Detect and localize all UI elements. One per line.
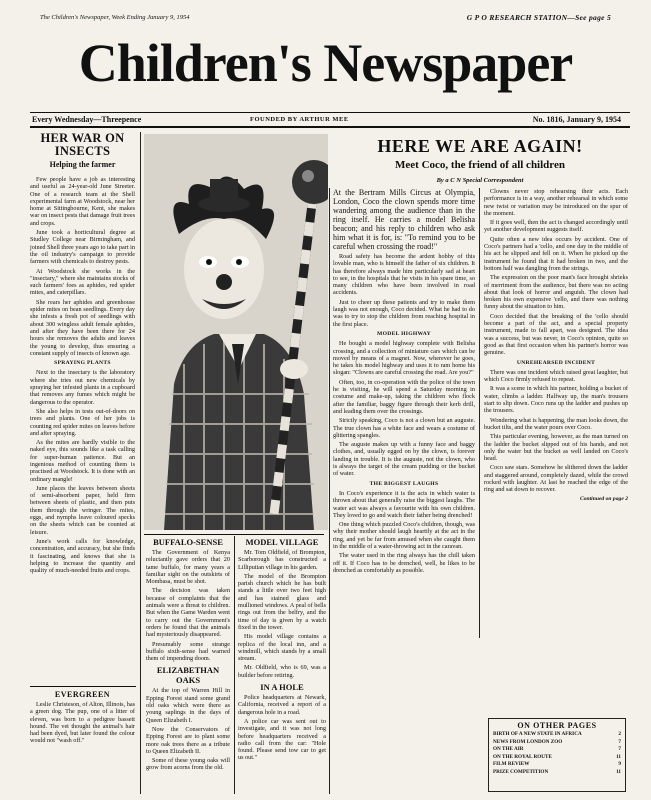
buffalo-paragraph: Presumably some strange buffalo sixth-sense had warned them of impending doom. bbox=[146, 640, 230, 663]
contents-item[interactable] bbox=[493, 761, 621, 769]
page-teaser: G P O RESEARCH STATION—See page 5 bbox=[466, 13, 611, 22]
masthead-title: Children's Newspaper bbox=[78, 33, 573, 93]
insects-subhead: Helping the farmer bbox=[49, 160, 116, 169]
buffalo-body bbox=[146, 549, 230, 662]
insects-paragraph: Few people have a job as interesting and useful as 24-year-old June Streeter. One of a research team at the Shell experimental farm at Woodstock, near her home at Sittingbourne, Kent, she makes war on insect pests that damage fruit trees and crops. bbox=[30, 176, 135, 227]
coco-column-1 bbox=[333, 188, 475, 576]
coco-paragraph: It was a scene in which his partner, holding a bucket of water, climbs a ladder. Halfway up, the man's trousers start to slip down. Coco runs up the ladder and pushes up the trousers. bbox=[484, 385, 628, 415]
buffalo-paragraph: The Government of Kenya reluctantly gave orders that 20 tame buffalo, for many years a familiar sight on the outskirts of Mombasa, must be shot. bbox=[146, 549, 230, 586]
coco-paragraph: This particular evening, however, as the man turned on the ladder the bucket slipped out of his hands, and not only the water but the bucket as well landed on Coco's head. bbox=[484, 433, 628, 463]
village-paragraph: His model village contains a replica of the local inn, and a windmill, which stands by a small stream. bbox=[238, 633, 326, 663]
insects-paragraph: As the mites are hardly visible to the naked eye, this sounds like a task calling for super-human patience. But an ingenious method of counting them is practised at Woodstock. It is done with an ordinary mangle! bbox=[30, 439, 135, 483]
village-headline: MODEL VILLAGE bbox=[245, 537, 319, 547]
oaks-paragraph: At the top of Warren Hill in Epping Forest stand some grand old oaks which were there as young saplings in the days of Queen Elizabeth I. bbox=[146, 687, 230, 724]
masthead-rule-top bbox=[30, 112, 630, 113]
column-rule bbox=[234, 536, 235, 794]
coco-paragraph: In Coco's experience it is the acts in which water is thrown about that generally raise the biggest laughs. The water act was always a favourite with his own children. They loved to go and watch their father being drenched! bbox=[333, 489, 475, 519]
coco-paragraph: One thing which puzzled Coco's children, though, was why their mother should laugh heartily at the act in the ring, and yet be far from amused when she caught them in the middle of a water-throwing act in the caravan. bbox=[333, 521, 475, 550]
insects-subheading: SPRAYING PLANTS bbox=[54, 360, 111, 367]
contents-item[interactable] bbox=[493, 754, 621, 762]
coco-byline: By a C N Special Correspondent bbox=[436, 177, 524, 184]
coco-paragraph: The expression on the poor man's face brought shrieks of merriment from the audience, but there was no acting about that look of horror and anguish. The clown had broken his own expensive 'cello, and there was nothing funny about the situation to him. bbox=[484, 274, 628, 311]
masthead-issue: No. 1816, January 9, 1954 bbox=[532, 115, 621, 124]
other-pages-title: ON OTHER PAGES bbox=[517, 721, 597, 730]
oaks-headline: ELIZABETHAN OAKS bbox=[156, 665, 220, 686]
coco-paragraph: If it goes well, then the act is changed accordingly until yet another development suggests itself. bbox=[484, 219, 628, 234]
contents-item[interactable] bbox=[493, 746, 621, 754]
insects-article bbox=[30, 132, 135, 576]
contents-item-label: ON THE ROYAL ROUTE bbox=[493, 753, 552, 760]
coco-paragraph: Coco decided that the breaking of the 'cello should become a part of the act, and a special property instrument, made to fall apart, was designed. The idea was a success, but was never, in Coco's opinion, quite so good as that first occasion when his partner's horror was genuine. bbox=[484, 312, 628, 357]
coco-paragraph: Just to cheer up these patients and try to make them laugh was not enough, Coco decided. What he had to do was to try to stop the children from reaching hospital in the first place. bbox=[333, 298, 475, 328]
hole-paragraph: Police headquarters at Newark, California, received a report of a dangerous hole in a road. bbox=[238, 694, 326, 716]
contents-item-label: PRIZE COMPETITION bbox=[493, 768, 549, 775]
column-rule bbox=[329, 188, 330, 794]
coco-photo bbox=[144, 134, 328, 530]
coco-header bbox=[330, 136, 630, 184]
contents-item-label: FILM REVIEW bbox=[493, 761, 530, 768]
contents-item-page: 11 bbox=[616, 753, 621, 760]
masthead-rule-bottom bbox=[30, 126, 630, 128]
coco-paragraph: Quite often a new idea occurs by accident. One of Coco's partners had a 'cello, and one day in the middle of his act he slipped and fell on it. When he picked up the instrument he found that it had broken in two, and the bottom half was dangling from the strings. bbox=[484, 235, 628, 272]
issue-strap: The Children's Newspaper, Week Ending January 9, 1954 bbox=[40, 14, 190, 21]
contents-item-label: ON THE AIR bbox=[493, 746, 524, 753]
buffalo-rule bbox=[144, 534, 324, 535]
evergreen-article bbox=[30, 690, 135, 747]
village-paragraph: Mr. Tom Oldfield, of Brompton, Scarborough has constructed a Lilliputian village in his garden. bbox=[238, 549, 326, 571]
contents-item-page: 11 bbox=[616, 768, 621, 775]
insects-paragraph: Next to the insectary is the laboratory where she tries out new chemicals by spraying her infested plants in a cupboard that removes any fumes which might be dangerous to the operator. bbox=[30, 369, 135, 406]
contents-item-label: NEWS FROM LONDON ZOO bbox=[493, 738, 563, 745]
contents-item[interactable] bbox=[493, 769, 621, 777]
contents-item-page: 9 bbox=[618, 761, 621, 768]
coco-column-2 bbox=[484, 188, 628, 503]
hole-paragraph: A police car was sent out to investigate, and it was not long before headquarters received a radio call from the car: "Hole found. Please send tow car to get us out." bbox=[238, 717, 326, 762]
contents-item[interactable] bbox=[493, 731, 621, 739]
column-rule bbox=[479, 188, 480, 638]
insects-body bbox=[30, 176, 135, 574]
coco-paragraph: Road safety has become the ardent hobby of this lovable man, who is himself the father of six children. It has therefore always made him particularly sad at heart to see, in the hospitals that he visits in his spare time, so many children who have been involved in road accidents. bbox=[333, 253, 475, 297]
insects-paragraph: At Woodstock she works in the "insectary," where she maintains stocks of such farmers' foes as aphides, red spider mites, and caterpillars. bbox=[30, 267, 135, 297]
insects-paragraph: June places the leaves between sheets of semi-absorbent paper, held firm between sheets of plastic, and then puts them through the wringer. The mites, eggs, and nymphs leave coloured specks on the sheets which can be counted at leisure. bbox=[30, 484, 135, 536]
village-paragraph: The model of the Brompton parish church which he has built stands a little over two feet high and has stained glass and mullioned windows. A peal of bells rings out from the belfry, and the time of day is given by a watch fixed in the tower. bbox=[238, 572, 326, 631]
evergreen-rule bbox=[30, 686, 136, 687]
coco-paragraph: Strictly speaking, Coco is not a clown but an auguste. The true clown has a white face and wears a costume of glittering spangles. bbox=[333, 417, 475, 439]
clown-illustration bbox=[144, 134, 328, 530]
contents-item-page: 7 bbox=[618, 738, 621, 745]
village-body bbox=[238, 549, 326, 679]
coco-paragraph: The water used in the ring always has the chill taken off it. If Coco has to be drenched, well, he likes to be drenched as comfortably as possible. bbox=[333, 552, 475, 574]
coco-headline: HERE WE ARE AGAIN! bbox=[377, 136, 583, 156]
oaks-body bbox=[146, 687, 230, 771]
coco-subheading: MODEL HIGHWAY bbox=[377, 330, 431, 337]
buffalo-paragraph: The decision was taken because of complaints that the animals were a threat to children. But when the Game Warden went to carry out the Government's orders he found that the animals had mysteriously disappeared. bbox=[146, 587, 230, 639]
evergreen-headline: EVERGREEN bbox=[54, 690, 111, 699]
insects-paragraph: She rears her aphides and greenhouse spider mites on bean seedlings. Every day she infests a fresh pot of seedlings with about 300 wingless adult female aphides, and after they have been there for 24 hours she removes the adults and leaves the young to develop, thus ensuring a constant supply of insects of known age. bbox=[30, 298, 135, 357]
coco-subheading: UNREHEARSED INCIDENT bbox=[516, 359, 596, 366]
oaks-paragraph: Now the Conservators of Epping Forest are to plant some more oak trees there as a tribute to Queen Elizabeth II. bbox=[146, 725, 230, 755]
coco-paragraph: Clowns never stop rehearsing their acts. Each performance is in a way, another rehearsal in which some new twist or variation may be introduced on the spur of the moment. bbox=[484, 188, 628, 217]
contents-item-label: BIRTH OF A NEW STATE IN AFRICA bbox=[493, 731, 582, 737]
coco-paragraph: The auguste makes up with a funny face and baggy clothes, and, usually egged on by the clown, is forever landing in trouble. It is the auguste, not the clown, who is always the target of the cream pudding or the bucket of water. bbox=[333, 441, 475, 478]
coco-subhead: Meet Coco, the friend of all children bbox=[395, 159, 565, 171]
coco-paragraph: Often, too, in co-operation with the police of the town he is visiting, he will spend a Saturday morning in costume and make-up, taking the children who flock after the familiar, baggy figure through their kerb drill, and leading them over the crossings. bbox=[333, 378, 475, 415]
coco-subheading: THE BIGGEST LAUGHS bbox=[369, 480, 439, 487]
coco-paragraph: Wondering what is happening, the man looks down, the bucket tilts, and the water pours over Coco. bbox=[484, 416, 628, 431]
continued-note: Continued on page 2 bbox=[579, 495, 628, 502]
contents-item-page: 2 bbox=[618, 731, 621, 737]
column-rule bbox=[140, 132, 141, 794]
evergreen-body bbox=[30, 701, 135, 745]
contents-item-page: 7 bbox=[618, 746, 621, 753]
buffalo-article bbox=[146, 537, 230, 774]
contents-item[interactable] bbox=[493, 739, 621, 747]
insects-headline: HER WAR ON INSECTS bbox=[40, 131, 125, 158]
buffalo-headline: BUFFALO-SENSE bbox=[153, 537, 223, 547]
other-pages-list bbox=[493, 731, 621, 777]
hole-body bbox=[238, 694, 326, 762]
insects-paragraph: June took a horticultural degree at Studley College near Birmingham, and joined Shell three years ago to take part in the oil industry's campaign to provide farmers with chemicals to destroy pests. bbox=[30, 229, 135, 266]
village-paragraph: Mr. Oldfield, who is 69, was a builder before retiring. bbox=[238, 664, 326, 679]
coco-lead-paragraph: At the Bertram Mills Circus at Olympia, London, Coco the clown spends more time wandering among the audience than in the ring itself. He carries a model Belisha beacon; and his reply to children who ask him what it is for, is: "To remind you to be careful when crossing the road!" bbox=[333, 188, 475, 251]
masthead-price: Every Wednesday—Threepence bbox=[32, 115, 142, 124]
evergreen-paragraph: Leslie Christeson, of Alton, Illinois, has a green dog. The pup, one of a litter of eleven, was born to a pedigree bassett hound. The vet thought the animal's hair had been dyed, but later found the colour would not "wash off." bbox=[30, 701, 135, 745]
coco-paragraph: Coco saw stars. Somehow he slithered down the ladder and staggered around, completely dazed, while the crowd rocked with laughter. At last he reached the edge of the ring and sat down to recover. bbox=[484, 464, 628, 494]
oaks-paragraph: Some of these young oaks will grow from acorns from the old. bbox=[146, 757, 230, 772]
insects-paragraph: She also helps in tests out-of-doors on trees and plants. One of her jobs is counting red spider mites on leaves before and after spraying. bbox=[30, 407, 135, 437]
insects-paragraph: June's work calls for knowledge, concentration, and accuracy, but she finds it fascinating, and knows that she is helping to increase the quantity and quality of much-needed fruits and crops. bbox=[30, 537, 135, 575]
other-pages-box bbox=[488, 718, 626, 792]
village-article bbox=[238, 537, 326, 764]
hole-headline: IN A HOLE bbox=[260, 682, 304, 693]
coco-paragraph: He bought a model highway complete with Belisha crossing, and a collection of miniature cars which can be moved by means of a magnet. Now, wherever he goes, he takes his model highway and uses it to ram home his slogan: "Clowns are careful crossing the road. Are you?" bbox=[333, 340, 475, 377]
coco-paragraph: There was one incident which raised great laughter, but which Coco firmly refused to repeat. bbox=[484, 368, 628, 384]
masthead-founder: FOUNDED BY ARTHUR MEE bbox=[250, 116, 349, 123]
